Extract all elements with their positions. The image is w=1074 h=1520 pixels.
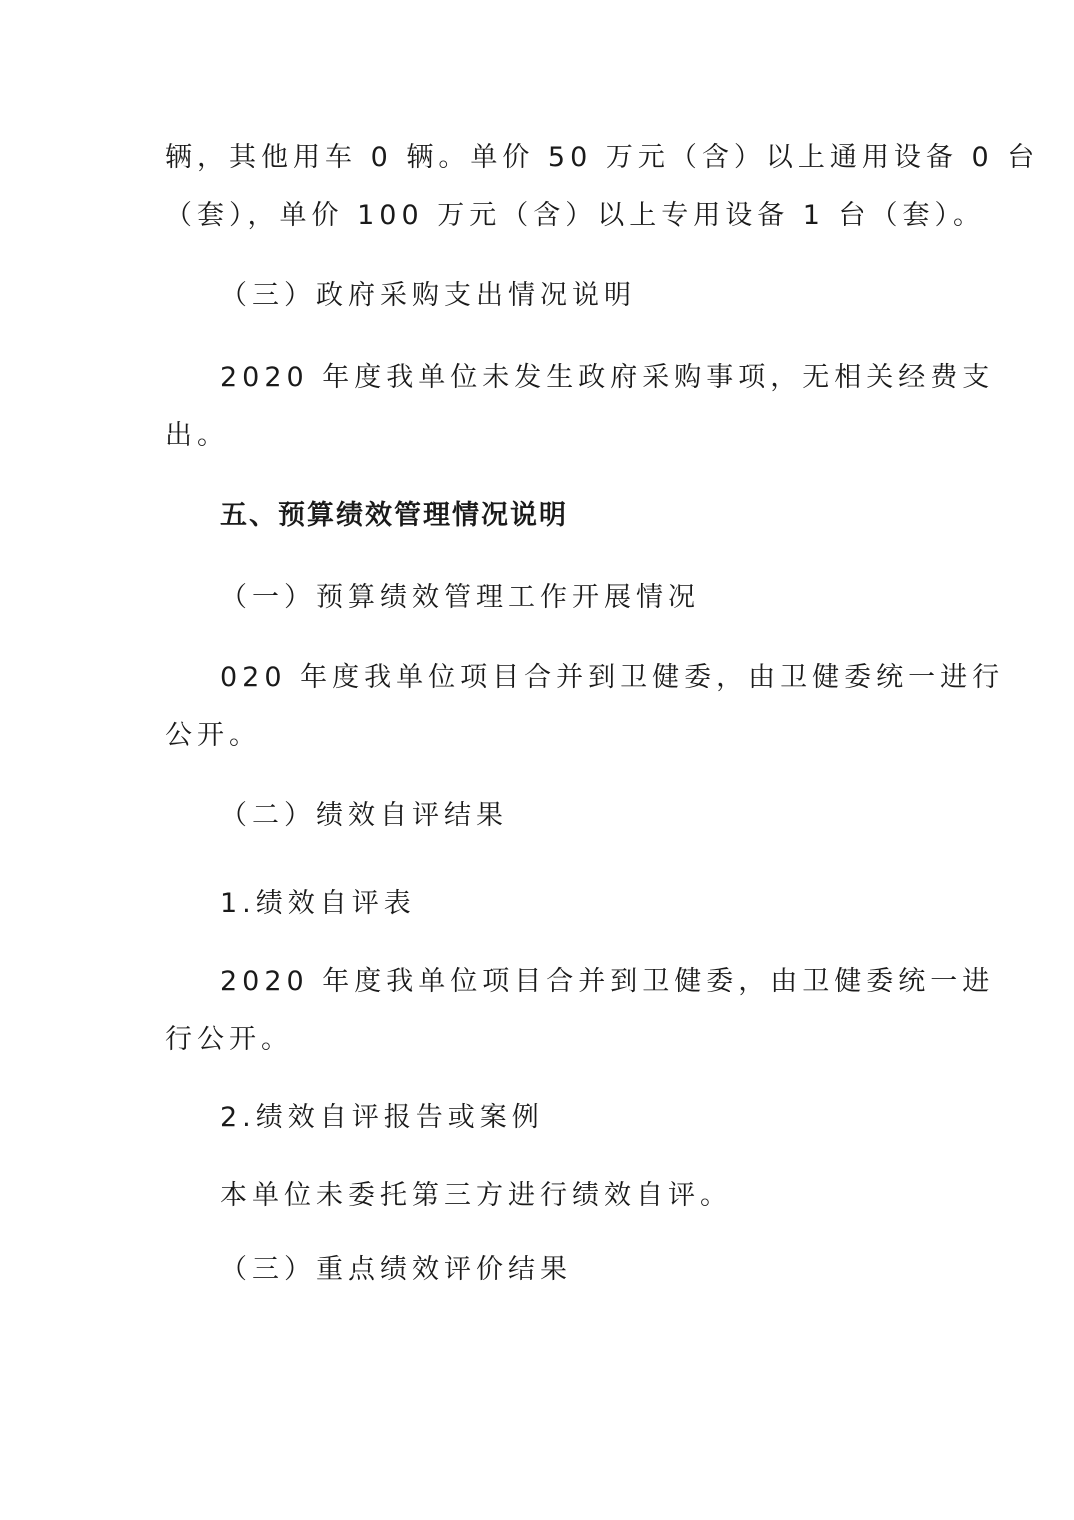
body-text-line: 2020 年度我单位未发生政府采购事项，无相关经费支 xyxy=(220,362,995,393)
body-text-line: 辆，其他用车 0 辆。单价 50 万元（含）以上通用设备 0 台 xyxy=(165,142,1040,173)
item-title: 1.绩效自评表 xyxy=(220,888,416,919)
subsection-title: （三）重点绩效评价结果 xyxy=(220,1254,572,1285)
subsection-title: （三）政府采购支出情况说明 xyxy=(220,280,636,311)
item-title: 2.绩效自评报告或案例 xyxy=(220,1102,544,1133)
body-text-line: 行公开。 xyxy=(165,1024,293,1055)
body-text-line: 公开。 xyxy=(165,720,261,751)
body-text-line: 2020 年度我单位项目合并到卫健委，由卫健委统一进 xyxy=(220,966,995,997)
subsection-title: （二）绩效自评结果 xyxy=(220,800,508,831)
body-text-line: （套），单价 100 万元（含）以上专用设备 1 台（套）。 xyxy=(165,200,986,231)
body-text-line: 出。 xyxy=(165,420,229,451)
section-title: 五、预算绩效管理情况说明 xyxy=(220,500,568,531)
body-text-line: 020 年度我单位项目合并到卫健委，由卫健委统一进行 xyxy=(220,662,1005,693)
body-text-line: 本单位未委托第三方进行绩效自评。 xyxy=(220,1180,732,1211)
subsection-title: （一）预算绩效管理工作开展情况 xyxy=(220,582,700,613)
